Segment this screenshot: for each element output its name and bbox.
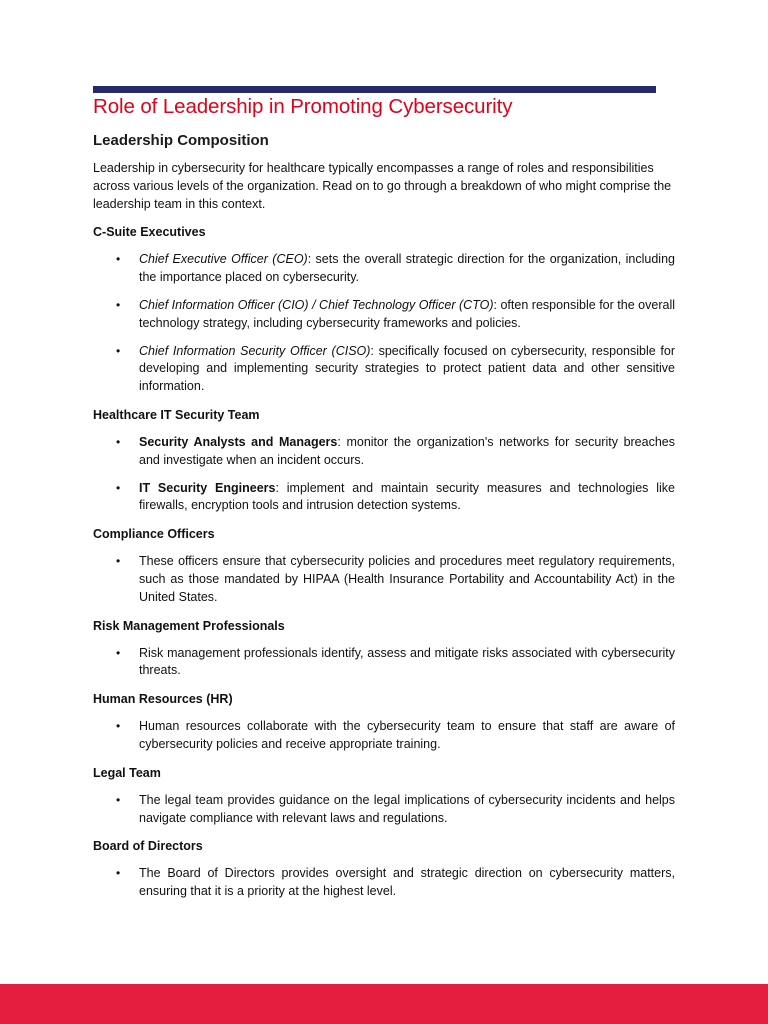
sections-container bbox=[93, 223, 675, 901]
bullet-term: IT Security Engineers bbox=[139, 480, 276, 495]
bullet-item bbox=[93, 645, 675, 681]
bullet-dot-icon: • bbox=[116, 480, 121, 495]
bullet-item bbox=[93, 865, 675, 901]
bullet-text: : implement and maintain security measures and technologies like firewalls, encryption tools and intrusion detection systems. bbox=[139, 480, 675, 513]
bullet-list bbox=[93, 718, 675, 754]
bullet-term: Security Analysts and Managers bbox=[139, 434, 338, 449]
header-rule bbox=[93, 86, 656, 93]
bullet-list bbox=[93, 434, 675, 515]
bullet-text: Risk management professionals identify, assess and mitigate risks associated with cybersecurity threats. bbox=[139, 645, 675, 678]
bullet-text: : sets the overall strategic direction for the organization, including the importance placed on cybersecurity. bbox=[139, 252, 675, 285]
bullet-text: : monitor the organization's networks for security breaches and investigate when an incident occurs. bbox=[139, 434, 675, 467]
bullet-term: Chief Executive Officer (CEO) bbox=[139, 252, 308, 267]
section-heading: Human Resources (HR) bbox=[93, 692, 233, 707]
intro-paragraph: Leadership in cybersecurity for healthcare typically encompasses a range of roles and responsibilities across various levels of the organization. Read on to go through a breakdown of who might comprise the leadership team in this context. bbox=[93, 161, 672, 211]
bullet-item bbox=[93, 343, 675, 396]
bullet-list bbox=[93, 865, 675, 901]
bullet-dot-icon: • bbox=[116, 866, 121, 881]
bullet-item bbox=[93, 251, 675, 287]
page-title: Role of Leadership in Promoting Cybersecurity bbox=[93, 95, 513, 118]
bullet-dot-icon: • bbox=[116, 719, 121, 734]
bullet-text: The Board of Directors provides oversight and strategic direction on cybersecurity matters, ensuring that it is a priority at the highest level. bbox=[139, 866, 675, 899]
bullet-list bbox=[93, 251, 675, 396]
footer-band bbox=[0, 984, 768, 1024]
section-heading: Legal Team bbox=[93, 765, 161, 780]
bullet-term: Chief Information Officer (CIO) / Chief Technology Officer (CTO) bbox=[139, 297, 494, 312]
section-subtitle: Leadership Composition bbox=[93, 132, 269, 149]
bullet-text: The legal team provides guidance on the legal implications of cybersecurity incidents and helps navigate compliance with relevant laws and regulations. bbox=[139, 792, 675, 825]
bullet-text: Human resources collaborate with the cybersecurity team to ensure that staff are aware of cybersecurity policies and receive appropriate training. bbox=[139, 719, 675, 751]
section-heading: Board of Directors bbox=[93, 839, 203, 854]
bullet-item bbox=[93, 480, 675, 516]
bullet-item bbox=[93, 718, 675, 754]
bullet-text: : specifically focused on cybersecurity, responsible for developing and implementing security strategies to protect patient data and other sensitive information. bbox=[139, 343, 675, 394]
bullet-dot-icon: • bbox=[116, 792, 121, 807]
bullet-list bbox=[93, 553, 675, 606]
bullet-dot-icon: • bbox=[116, 343, 121, 358]
bullet-item bbox=[93, 297, 675, 333]
section-heading: Compliance Officers bbox=[93, 527, 215, 542]
bullet-dot-icon: • bbox=[116, 252, 121, 267]
bullet-term: Chief Information Security Officer (CISO) bbox=[139, 343, 371, 358]
bullet-dot-icon: • bbox=[116, 645, 121, 660]
bullet-dot-icon: • bbox=[116, 297, 121, 312]
section-heading: Risk Management Professionals bbox=[93, 618, 285, 633]
bullet-text: These officers ensure that cybersecurity policies and procedures meet regulatory requirements, such as those mandated by HIPAA (Health Insurance Portability and Accountability Act) in the United States. bbox=[139, 554, 675, 604]
bullet-dot-icon: • bbox=[116, 434, 121, 449]
bullet-list bbox=[93, 645, 675, 681]
document-body bbox=[93, 94, 675, 901]
bullet-item bbox=[93, 434, 675, 470]
bullet-list bbox=[93, 792, 675, 828]
bullet-dot-icon: • bbox=[116, 554, 121, 569]
bullet-item bbox=[93, 553, 675, 606]
section-heading: C-Suite Executives bbox=[93, 225, 206, 240]
section-heading: Healthcare IT Security Team bbox=[93, 407, 260, 422]
bullet-text: : often responsible for the overall technology strategy, including cybersecurity frameworks and policies. bbox=[139, 297, 675, 330]
bullet-item bbox=[93, 792, 675, 828]
